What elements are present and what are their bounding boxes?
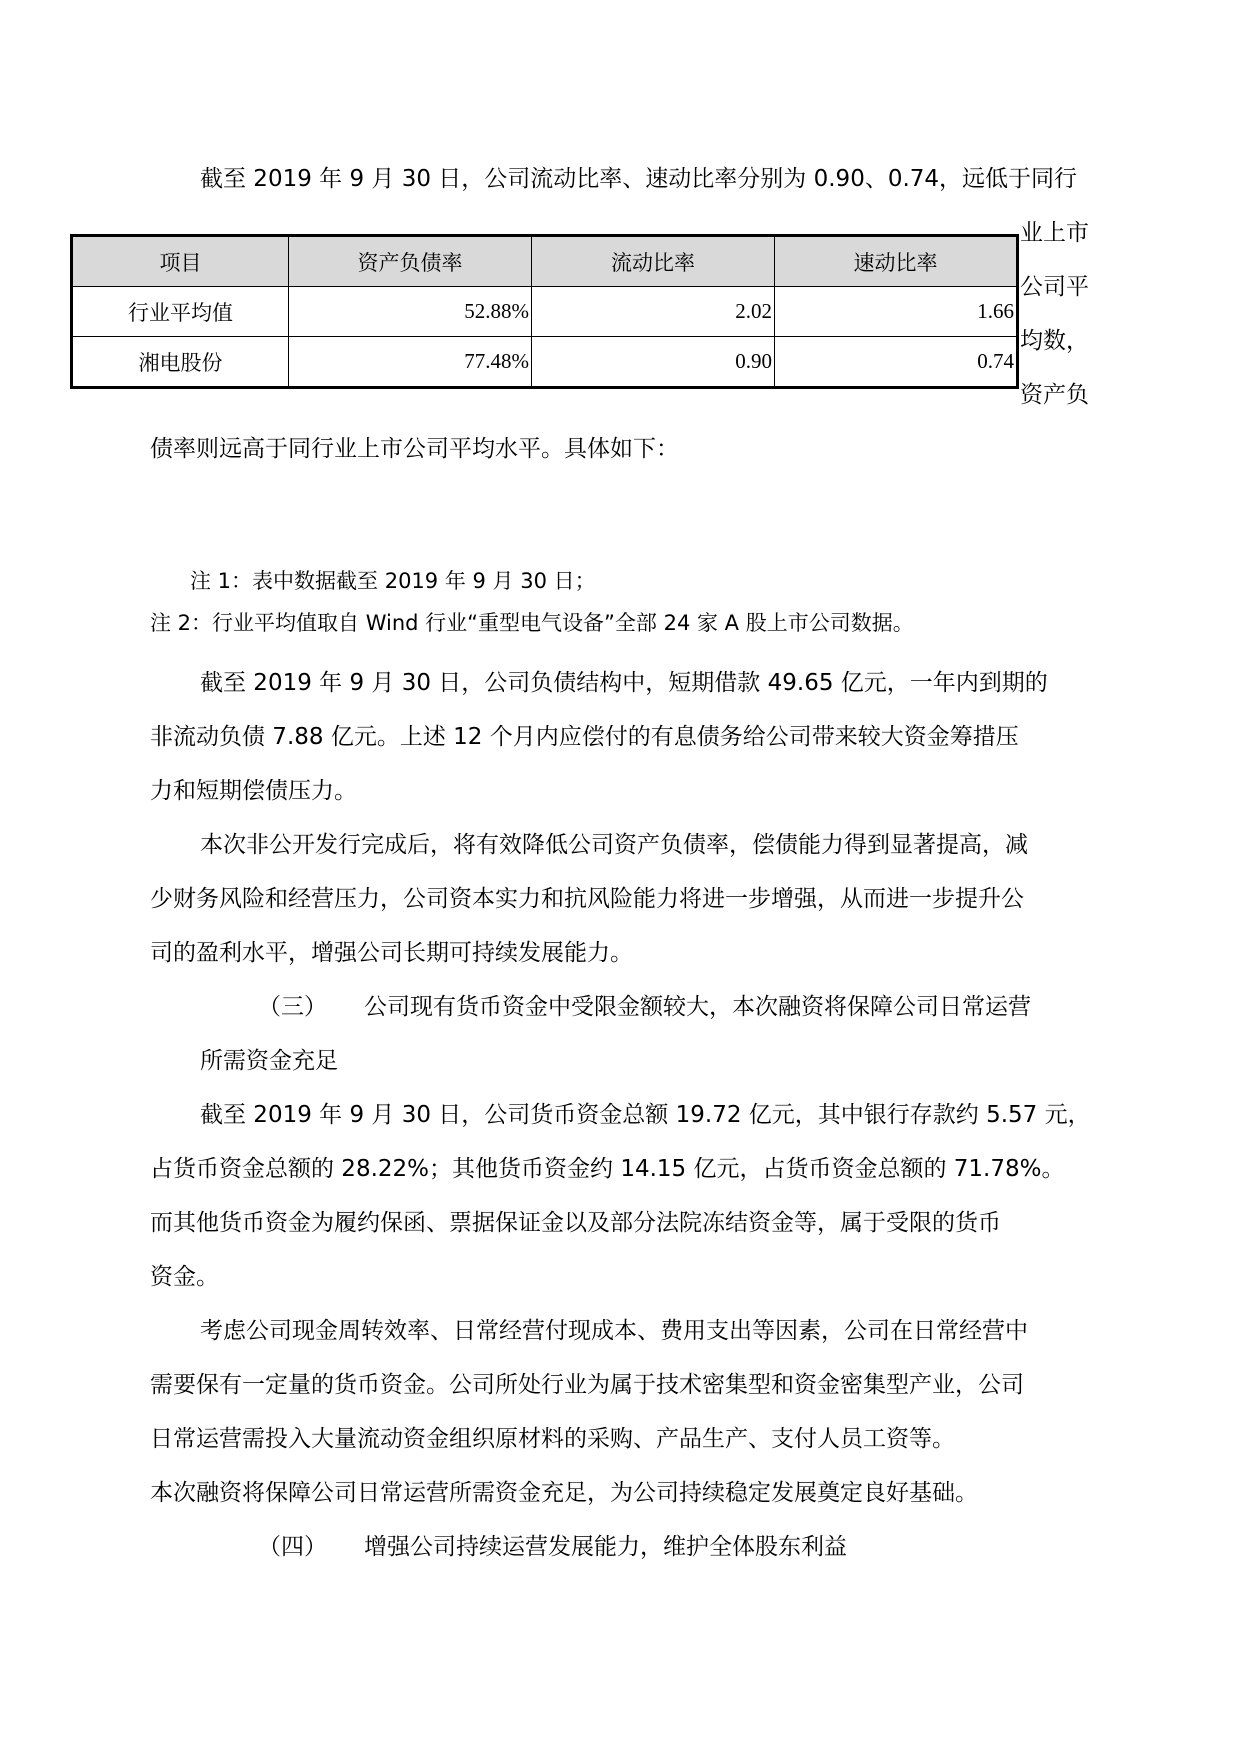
intro-line-1: 截至 2019 年 9 月 30 日，公司流动比率、速动比率分别为 0.90、0.74，远低于同行: [200, 166, 1078, 192]
section-number-4: （四）: [258, 1534, 327, 1560]
header-quick-ratio: 速动比率: [775, 236, 1018, 287]
intro-wrap-4: 资产负: [1020, 382, 1089, 408]
section-heading-3: 公司现有货币资金中受限金额较大，本次融资将保障公司日常运营: [364, 994, 1031, 1020]
row-label: 行业平均值: [72, 287, 289, 337]
para3-line-3: 而其他货币资金为履约保函、票据保证金以及部分法院冻结资金等，属于受限的货币: [150, 1210, 1001, 1236]
ratio-table: [70, 234, 1019, 389]
table-note-2: 注 2：行业平均值取自 Wind 行业“重型电气设备”全部 24 家 A 股上市公司数据。: [150, 611, 914, 635]
para2-line-1: 本次非公开发行完成后，将有效降低公司资产负债率，偿债能力得到显著提高，减: [200, 832, 1028, 858]
para2-line-3: 司的盈利水平，增强公司长期可持续发展能力。: [150, 940, 633, 966]
debt-ratio-cell: 52.88%: [289, 287, 532, 337]
header-item: 项目: [72, 236, 289, 287]
header-debt-ratio: 资产负债率: [289, 236, 532, 287]
section-heading-3-cont: 所需资金充足: [200, 1048, 338, 1074]
para4-line-4: 本次融资将保障公司日常运营所需资金充足，为公司持续稳定发展奠定良好基础。: [150, 1480, 978, 1506]
current-ratio-cell: 2.02: [532, 287, 775, 337]
para1-line-3: 力和短期偿债压力。: [150, 778, 357, 804]
section-heading-4: 增强公司持续运营发展能力，维护全体股东利益: [364, 1534, 847, 1560]
table-row: [72, 287, 1018, 337]
para1-line-1: 截至 2019 年 9 月 30 日，公司负债结构中，短期借款 49.65 亿元，一年内到期的: [200, 670, 1048, 696]
intro-wrap-2: 公司平: [1020, 274, 1089, 300]
para3-line-4: 资金。: [150, 1264, 219, 1290]
header-current-ratio: 流动比率: [532, 236, 775, 287]
row-label: 湘电股份: [72, 337, 289, 388]
para3-line-2: 占货币资金总额的 28.22%；其他货币资金约 14.15 亿元，占货币资金总额的 71.78%。: [150, 1156, 1065, 1182]
table-row: [72, 337, 1018, 388]
quick-ratio-cell: 0.74: [775, 337, 1018, 388]
current-ratio-cell: 0.90: [532, 337, 775, 388]
debt-ratio-cell: 77.48%: [289, 337, 532, 388]
para4-line-3: 日常运营需投入大量流动资金组织原材料的采购、产品生产、支付人员工资等。: [150, 1426, 955, 1452]
intro-wrap-1: 业上市: [1020, 220, 1089, 246]
intro-wrap-3: 均数，: [1020, 328, 1089, 354]
para4-line-2: 需要保有一定量的货币资金。公司所处行业为属于技术密集型和资金密集型产业，公司: [150, 1372, 1024, 1398]
para4-line-1: 考虑公司现金周转效率、日常经营付现成本、费用支出等因素，公司在日常经营中: [200, 1318, 1028, 1344]
table-header-row: [72, 236, 1018, 287]
table-note-1: 注 1：表中数据截至 2019 年 9 月 30 日；: [190, 569, 596, 593]
quick-ratio-cell: 1.66: [775, 287, 1018, 337]
para2-line-2: 少财务风险和经营压力，公司资本实力和抗风险能力将进一步增强，从而进一步提升公: [150, 886, 1024, 912]
section-number-3: （三）: [258, 994, 327, 1020]
para3-line-1: 截至 2019 年 9 月 30 日，公司货币资金总额 19.72 亿元，其中银行存款约 5.57 元，: [200, 1102, 1091, 1128]
para1-line-2: 非流动负债 7.88 亿元。上述 12 个月内应偿付的有息债务给公司带来较大资金筹措压: [150, 724, 1019, 750]
intro-line-after: 债率则远高于同行业上市公司平均水平。具体如下：: [150, 436, 679, 462]
